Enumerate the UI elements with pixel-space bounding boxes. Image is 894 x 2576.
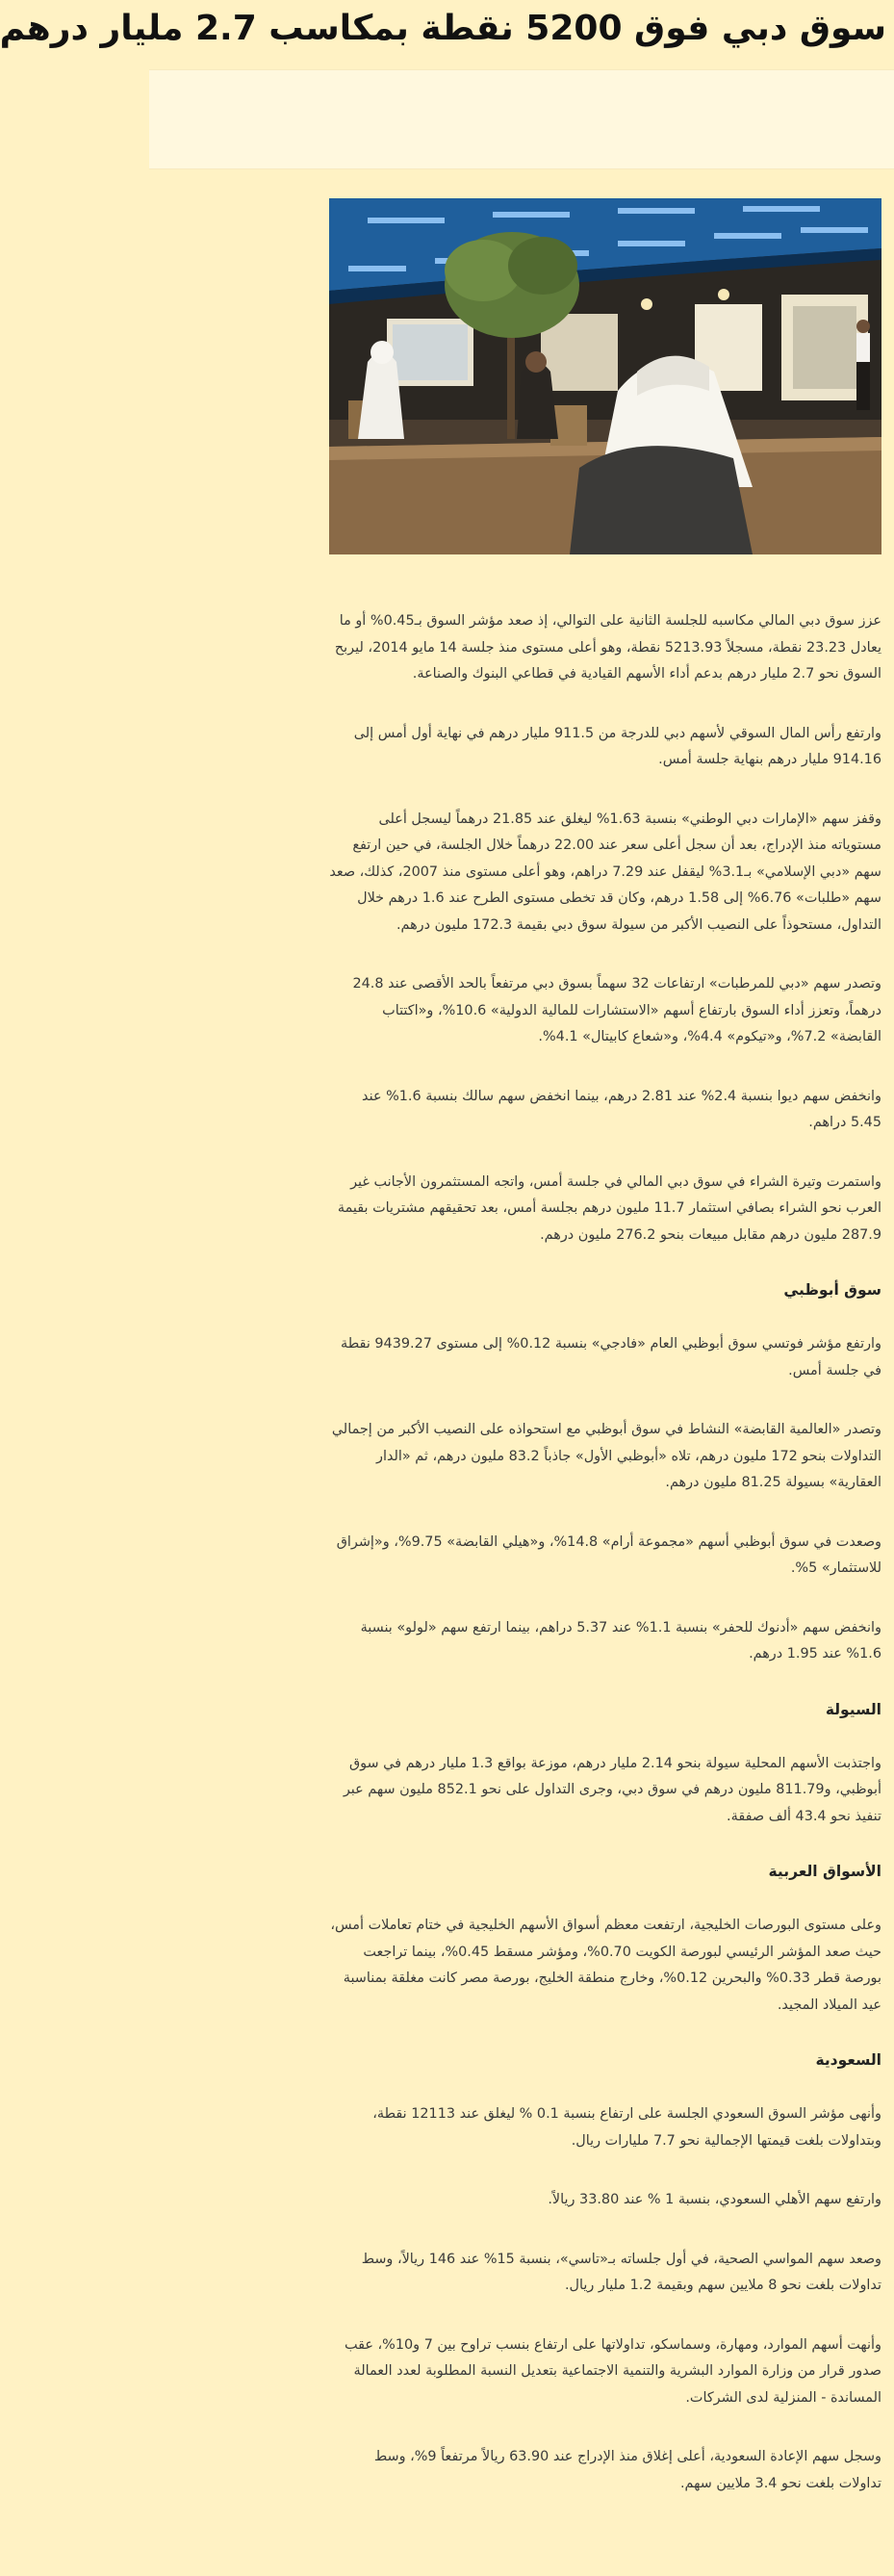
- article-paragraph: عزز سوق دبي المالي مكاسبه للجلسة الثانية على التوالي، إذ صعد مؤشر السوق بـ0.45% أو ما يعادل 23.23 نقطة، مسجلاً 5213.93 نقطة، وهو أعلى مستوى منذ جلسة 14 مايو 2014، ليربح السوق نحو 2.7 مليار درهم بدعم أداء الأسهم القيادية في قطاعي البنوك والصناعة.: [334, 613, 881, 682]
- article-paragraph: وتصدر «العالمية القابضة» النشاط في سوق أبوظبي مع استحواذه على النصيب الأكبر من إجمالي التداولات بنحو 172 مليون درهم، تلاه «أبوظبي الأول» جاذباً 83.2 مليون درهم، ثم «الدار العقارية» بسيولة 81.25 مليون درهم.: [331, 1422, 881, 1490]
- section-heading-abudhabi: سوق أبوظبي: [783, 1281, 881, 1299]
- article-paragraph: وانخفض سهم ديوا بنسبة 2.4% عند 2.81 درهم، بينما انخفض سهم سالك بنسبة 1.6% عند 5.45 دراهم.: [362, 1088, 881, 1130]
- article-paragraph: وارتفع سهم الأهلي السعودي، بنسبة 1 % عند 33.80 ريالاً.: [548, 2192, 881, 2207]
- article-paragraph: وتصدر سهم «دبي للمرطبات» ارتفاعات 32 سهماً بسوق دبي مرتفعاً بالحد الأقصى عند 24.8 درهماً، وتعزز أداء السوق بارتفاع أسهم «الاستشارات للمالية الدولية» 10.6%، و«اكتتاب القابضة» 7.2%، و«تيكوم» 4.4%، و«شعاع كابيتال» 4.1%.: [352, 976, 881, 1044]
- article-paragraph: وقفز سهم «الإمارات دبي الوطني» بنسبة 1.63% ليغلق عند 21.85 درهماً ليسجل أعلى مستوياته منذ الإدراج، بعد أن سجل أعلى سعر عند 22.00 درهماً خلال الجلسة، في حين ارتفع سهم «دبي الإسلامي» بـ3.1% ليقفل عند 7.29 دراهم، وهو أعلى مستوى منذ 2007، كذلك، صعد سهم «طلبات» 6.76% إلى 1.58 درهم، وكان قد تخطى مستوى الطرح عند 1.6 درهم خلال التداول، مستحوذاً على النصيب الأكبر من سيولة سوق دبي بقيمة 172.3 مليون درهم.: [329, 811, 881, 933]
- article-photo: [329, 198, 881, 554]
- article-paragraph: واجتذبت الأسهم المحلية سيولة بنحو 2.14 مليار درهم، موزعة بواقع 1.3 مليار درهم في سوق أبوظبي، و811.79 مليون درهم في سوق دبي، وجرى التداول على نحو 852.1 مليون سهم عبر تنفيذ نحو 43.4 ألف صفقة.: [343, 1755, 881, 1824]
- article-paragraph: وصعد سهم المواسي الصحية، في أول جلساته بـ«تاسي»، بنسبة 15% عند 146 ريالاً، وسط تداولات بلغت نحو 8 ملايين سهم وبقيمة 1.2 مليار ريال.: [361, 2251, 881, 2293]
- article-paragraph: وأنهى مؤشر السوق السعودي الجلسة على ارتفاع بنسبة 0.1 % ليغلق عند 12113 نقطة، وبتداولات بلغت قيمتها الإجمالية نحو 7.7 مليارات ريال.: [372, 2106, 881, 2149]
- article-paragraph: واستمرت وتيرة الشراء في سوق دبي المالي في جلسة أمس، واتجه المستثمرون الأجانب غير العرب نحو الشراء بصافي استثمار 11.7 مليون درهم بجلسة أمس، بعد تحقيقهم مشتريات بقيمة 287.9 مليون درهم مقابل مبيعات بنحو 276.2 مليون درهم.: [337, 1173, 881, 1243]
- article-paragraph: وارتفع مؤشر فوتسي سوق أبوظبي العام «فادجي» بنسبة 0.12% إلى مستوى 9439.27 نقطة في جلسة أمس.: [341, 1336, 881, 1378]
- article-paragraph: وصعدت في سوق أبوظبي أسهم «مجموعة أرام» 14.8%، و«هيلي القابضة» 9.75%، و«إشراق للاستثمار» 5%.: [336, 1533, 881, 1576]
- article-paragraph: وارتفع رأس المال السوقي لأسهم دبي للدرجة من 911.5 مليار درهم في نهاية أول أمس إلى 914.16 مليار درهم بنهاية جلسة أمس.: [353, 725, 881, 767]
- ad-banner: [149, 69, 894, 169]
- article-paragraph: وأنهت أسهم الموارد، ومهارة، وسماسكو، تداولاتها على ارتفاع بنسب تراوح بين 7 و10%، عقب صدور قرار من وزارة الموارد البشرية والتنمية الاجتماعية بتعديل النسبة المطلوبة لعدد العمالة المساندة - المنزلية لدى الشركات.: [344, 2336, 881, 2406]
- article-paragraph: وسجل سهم الإعادة السعودية، أعلى إغلاق منذ الإدراج عند 63.90 ريالاً مرتفعاً 9%، وسط تداولات بلغت نحو 3.4 ملايين سهم.: [373, 2449, 881, 2491]
- section-heading-arab-markets: الأسواق العربية: [768, 1863, 881, 1880]
- article-paragraph: وانخفض سهم «أدنوك للحفر» بنسبة 1.1% عند 5.37 دراهم، بينما ارتفع سهم «لولو» بنسبة 1.6% عند 1.95 درهم.: [360, 1619, 881, 1662]
- article-body: [329, 198, 881, 2497]
- article-headline: سوق دبي فوق 5200 نقطة بمكاسب 2.7 مليار درهم: [0, 9, 886, 48]
- section-heading-liquidity: السيولة: [825, 1700, 881, 1718]
- article-paragraph: وعلى مستوى البورصات الخليجية، ارتفعت معظم أسواق الأسهم الخليجية في ختام تعاملات أمس، حيث صعد المؤشر الرئيسي لبورصة الكويت 0.70%، ومؤشر مسقط 0.45%، بينما تراجعت بورصة قطر 0.33% والبحرين 0.12%، وخارج منطقة الخليج، بورصة مصر كانت مغلقة بمناسبة عيد الميلاد المجيد.: [330, 1918, 881, 2013]
- section-heading-saudi: السعودية: [815, 2051, 881, 2069]
